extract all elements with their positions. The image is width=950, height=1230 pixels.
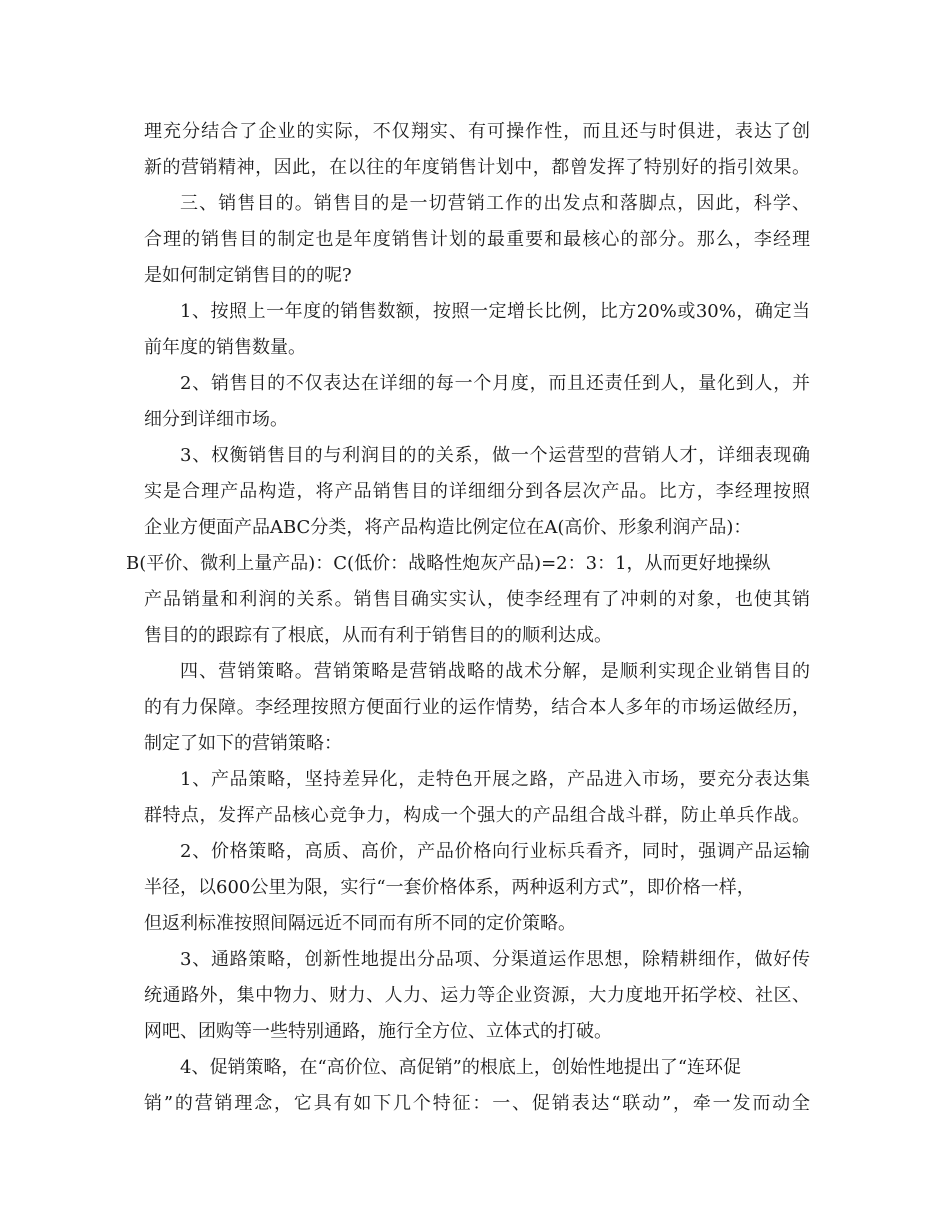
body-text [126, 114, 810, 1122]
text-line: 产品销量和利润的关系。销售目确实实认，使李经理有了冲刺的对象，也使其销 [144, 589, 810, 610]
text-line: 前年度的销售数量。 [144, 337, 306, 358]
text-line: 三、销售目的。销售目的是一切营销工作的出发点和落脚点，因此，科学、 [180, 193, 810, 214]
text-line: 合理的销售目的制定也是年度销售计划的最重要和最核心的部分。那么，李经理 [144, 229, 810, 250]
text-line: 新的营销精神，因此，在以往的年度销售计划中，都曾发挥了特别好的指引效果。 [144, 157, 810, 178]
text-line: 细分到详细市场。 [144, 409, 288, 430]
text-line: 的有力保障。李经理按照方便面行业的运作情势，结合本人多年的市场运做经历， [144, 697, 810, 718]
text-line: 2、价格策略，高质、高价，产品价格向行业标兵看齐，同时，强调产品运输 [180, 841, 810, 862]
text-line: 3、通路策略，创新性地提出分品项、分渠道运作思想，除精耕细作，做好传 [180, 949, 810, 970]
text-line: 四、营销策略。营销策略是营销战略的战术分解，是顺利实现企业销售目的 [180, 661, 810, 682]
text-line: 销”的营销理念，它具有如下几个特征：一、促销表达“联动”，牵一发而动全 [144, 1093, 810, 1114]
text-line: 理充分结合了企业的实际，不仅翔实、有可操作性，而且还与时俱进，表达了创 [144, 121, 810, 142]
text-line: 统通路外，集中物力、财力、人力、运力等企业资源，大力度地开拓学校、社区、 [144, 985, 810, 1006]
text-line: 2、销售目的不仅表达在详细的每一个月度，而且还责任到人，量化到人，并 [180, 373, 810, 394]
text-line: 但返利标准按照间隔远近不同而有所不同的定价策略。 [144, 913, 576, 934]
text-line: 4、促销策略，在“高价位、高促销”的根底上，创始性地提出了“连环促 [180, 1057, 742, 1078]
text-line: 是如何制定销售目的的呢? [144, 265, 352, 286]
text-line: 1、按照上一年度的销售数额，按照一定增长比例，比方20%或30%，确定当 [180, 301, 810, 322]
text-line: B(平价、微利上量产品)：C(低价：战略性炮灰产品)=2：3：1，从而更好地操纵 [126, 553, 771, 574]
text-line: 群特点，发挥产品核心竞争力，构成一个强大的产品组合战斗群，防止单兵作战。 [144, 805, 810, 826]
text-line: 半径，以600公里为限，实行“一套价格体系，两种返利方式”，即价格一样， [144, 877, 755, 898]
text-line: 网吧、团购等一些特别通路，施行全方位、立体式的打破。 [144, 1021, 612, 1042]
text-line: 售目的的跟踪有了根底，从而有利于销售目的的顺利达成。 [144, 625, 612, 646]
text-line: 1、产品策略，坚持差异化，走特色开展之路，产品进入市场，要充分表达集 [180, 769, 810, 790]
text-line: 制定了如下的营销策略： [144, 733, 342, 754]
text-line: 3、权衡销售目的与利润目的的关系，做一个运营型的营销人才，详细表现确 [180, 445, 810, 466]
text-line: 企业方便面产品ABC分类，将产品构造比例定位在A(高价、形象利润产品)： [144, 517, 752, 538]
text-line: 实是合理产品构造，将产品销售目的详细细分到各层次产品。比方，李经理按照 [144, 481, 810, 502]
